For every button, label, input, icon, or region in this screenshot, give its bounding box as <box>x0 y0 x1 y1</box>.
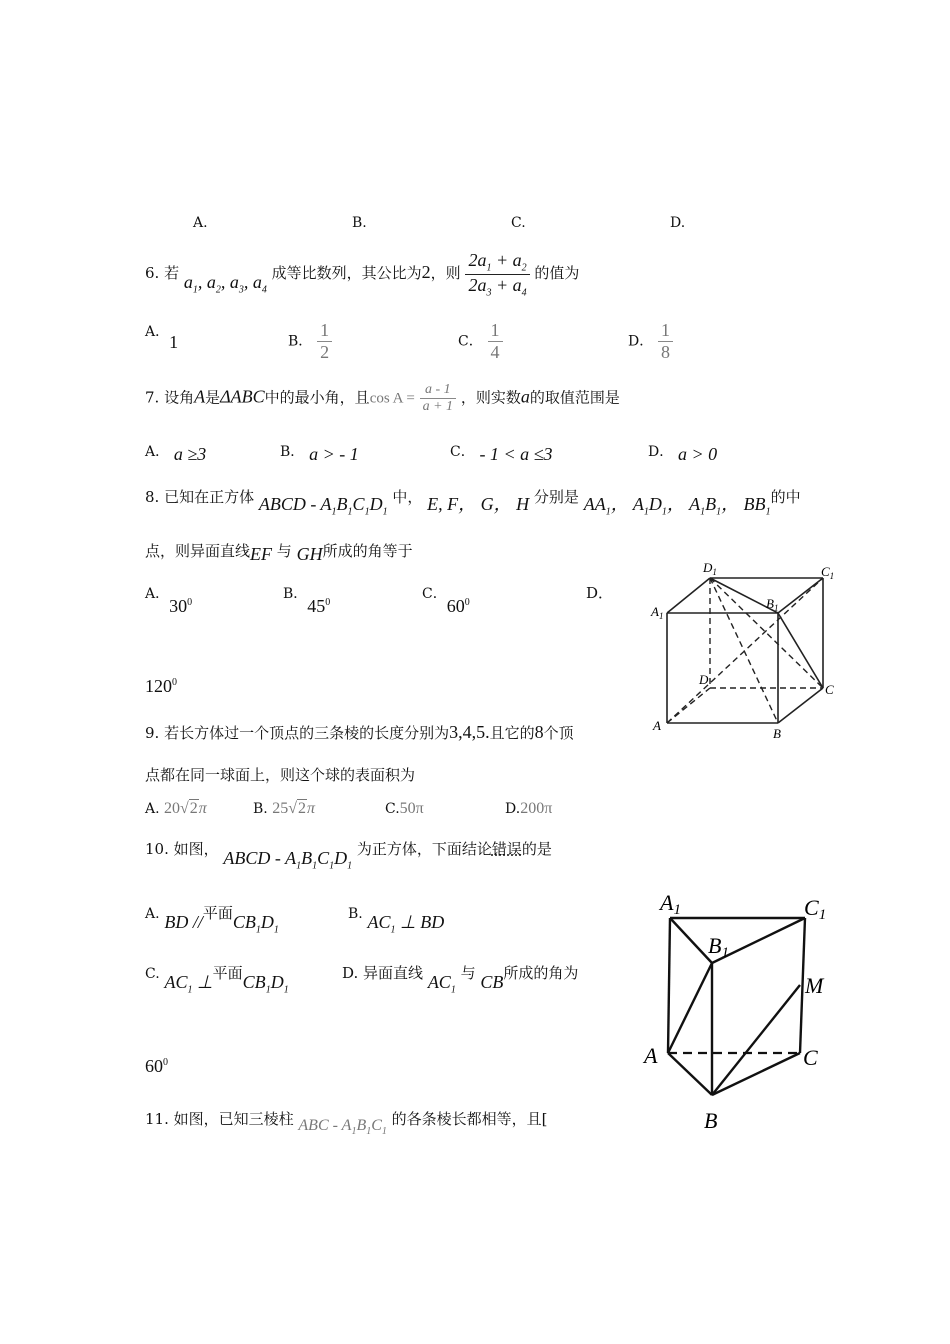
cube-label-d: D <box>699 672 709 687</box>
q9-option-a: A. 20√2π <box>145 800 207 817</box>
prism-label-a1: A1 <box>660 890 681 918</box>
q10-option-d-value: $60^0$ <box>145 1056 168 1076</box>
prism-label-c: C <box>803 1045 818 1070</box>
cube-figure <box>645 558 845 743</box>
cube-label-b1: $B_1$ <box>766 596 779 613</box>
cube-label-a1: $A_1$ <box>651 604 664 621</box>
q5-option-d: D. <box>670 215 686 231</box>
q10-option-a: A. BD //平面$CB_1D_1$ <box>145 904 279 936</box>
q8-option-b: B．$45^0$ <box>283 586 331 616</box>
q8-option-d-value: $120^0$ <box>145 676 177 696</box>
prism-label-a: A <box>644 1043 658 1068</box>
q5-option-c: C. <box>511 215 526 231</box>
prism-figure <box>640 885 840 1135</box>
cube-label-c1: $C_1$ <box>821 564 835 581</box>
q6-seq: $a_1$, $a_2$, $a_3$, $a_4$ <box>183 272 267 296</box>
prism-label-b1: B1 <box>708 933 729 961</box>
cube-label-d1: $D_1$ <box>703 560 717 577</box>
q10-stem: 10. 如图， ABCD - $A_1B_1C_1D_1$ 为正方体，下面结论错误的是 <box>145 840 552 872</box>
q10-option-c: C. $AC_1$ ⊥平面$CB_1D_1$ <box>145 964 289 996</box>
q7-option-b: B． a > - 1 <box>280 444 359 464</box>
cube-label-a: A <box>653 718 661 733</box>
q8-stem-line1: 8. 已知在正方体 ABCD - $A_1B_1C_1D_1$ 中， E, F， G， H 分别是 $AA_1$， $A_1D_1$， $A_1B_1$， $BB_1$的中 <box>145 488 801 518</box>
q11-stem: 11. 如图，已知三棱柱 ABC - $A_1B_1C_1$ 的各条棱长都相等，且[ <box>145 1110 548 1138</box>
q8-stem-line2: 点，则异面直线EF 与 GH所成的角等于 <box>145 542 413 564</box>
q8-option-d-label: D． <box>586 584 614 602</box>
q9-option-c: C.50π <box>385 800 424 817</box>
cube-label-b: B <box>773 726 781 741</box>
q8-option-c: C．$60^0$ <box>422 586 470 616</box>
q10-option-d: D. 异面直线 $AC_1$ 与 CB所成的角为 <box>342 964 579 996</box>
q10-option-b: B. $AC_1$ ⊥ BD <box>348 906 445 936</box>
q9-stem-line2: 点都在同一球面上，则这个球的表面积为 <box>145 766 416 784</box>
q6-option-c: C． $\frac{1}{4}$ <box>458 320 503 363</box>
q6-option-a: A．1 <box>145 324 179 352</box>
q9-option-d: D.200π <box>505 800 553 817</box>
prism-label-c1: C1 <box>804 895 827 923</box>
prism-label-b: B <box>704 1108 718 1133</box>
prism-label-m: M <box>805 973 824 998</box>
q5-option-b: B. <box>352 215 367 231</box>
q9-option-b: B. 25√2π <box>253 800 315 817</box>
q7-option-d: D． a > 0 <box>648 444 718 464</box>
q6-option-d: D． $\frac{1}{8}$ <box>628 320 673 363</box>
q7-option-a: A． a ≥3 <box>145 444 207 464</box>
q6-option-b: B． $\frac{1}{2}$ <box>288 320 332 363</box>
q7-stem: 7. 设角A是ΔABC中的最小角，且cos A = $\frac{a - 1}{a + 1}$ ，则实数a的取值范围是 <box>145 382 620 414</box>
q9-stem-line1: 9. 若长方体过一个顶点的三条棱的长度分别为3,4,5.且它的8个顶 <box>145 722 574 742</box>
q8-option-a: A．$30^0$ <box>145 586 193 616</box>
cube-label-c: C <box>825 682 834 697</box>
q6-fraction: $\frac{2a_1 + a_2}{2a_3 + a_4}$ <box>465 250 529 298</box>
q5-option-a: A. <box>193 215 208 231</box>
q6-stem: 6. 若 $a_1$, $a_2$, $a_3$, $a_4$ 成等比数列，其公比为2，则 $\frac{2a_1 + a_2}{2a_3 + a_4}$ 的值为 <box>145 250 580 299</box>
q7-option-c: C． - 1 < a ≤3 <box>450 444 553 464</box>
